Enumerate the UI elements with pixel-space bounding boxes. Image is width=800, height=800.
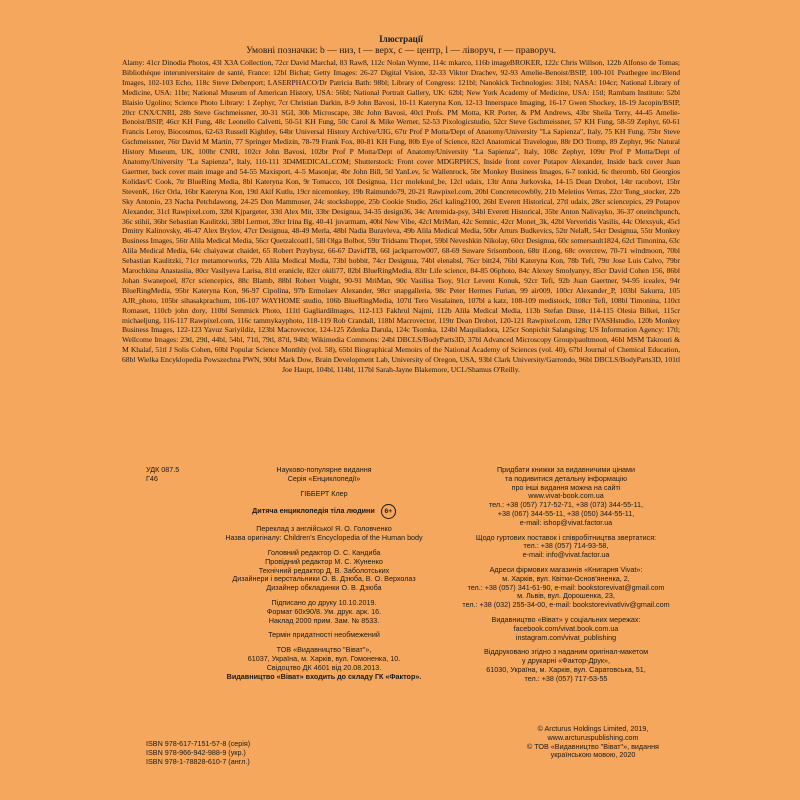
copyright-line: © Arcturus Holdings Limited, 2019, (537, 724, 649, 733)
social-link: facebook.com/vivat.book.com.ua (513, 623, 619, 633)
illustration-credits (122, 34, 680, 375)
buy-line: та подивитися детальну інформацію (505, 473, 627, 483)
isbn-line: ISBN 978-617-7151-57-8 (серія) (146, 739, 251, 748)
email-line: e-mail: ishop@vivat.factor.ua (519, 517, 613, 527)
udk-code: УДК 087.5 (146, 465, 180, 474)
copyright-block (498, 725, 688, 760)
staff-line: Провідний редактор М. С. Жуненко (265, 556, 383, 566)
isbn-line: ISBN 978-966-942-988-9 (укр.) (146, 747, 246, 757)
copyright-line: українською мовою, 2020 (550, 750, 636, 760)
publisher-group-line: Видавництво «Віват» входить до складу ГК «Фактор». (226, 671, 422, 681)
wholesale-line: Щодо гуртових поставок і співробітництва звертатися: (475, 532, 657, 542)
staff-line: Головний редактор О. С. Кандиба (267, 547, 381, 557)
staff-line: Технічний редактор Д. В. Заболотських (258, 565, 390, 575)
store-contact: тел.: +38 (057) 341-61-90, e-mail: bookstorevivat@gmail.com (467, 582, 665, 592)
copyright-line: © ТОВ «Видавництво "Віват"», видання (527, 741, 659, 751)
isbn-line: ISBN 978-1-78828-610-7 (англ.) (146, 756, 250, 766)
imprint-middle (219, 466, 429, 681)
buy-line: про інші видання можна на сайті (511, 482, 621, 492)
book-title-row (219, 504, 429, 519)
genre-line: Науково-популярне видання (276, 465, 372, 474)
age-rating-badge: 6+ (381, 504, 396, 519)
isbn-block (146, 740, 250, 766)
phone-line: +38 (067) 344-55-11, +38 (050) 344-55-11, (497, 508, 635, 518)
credits-legend: Умовні позначки: b — низ, t — верх, c — центр, l — ліворуч, r — праворуч. (246, 45, 556, 56)
credits-title: Ілюстрації (379, 34, 423, 44)
printed-line: 61030, Україна, м. Харків, вул. Саратовська, 51, (486, 664, 646, 674)
translator-line: Переклад з англійської Я. О. Головченко (256, 524, 392, 534)
wholesale-email: e-mail: info@vivat.factor.ua (522, 550, 610, 560)
imprint-right (452, 466, 680, 684)
publisher-line: Свідоцтво ДК 4601 від 20.08.2013. (266, 662, 382, 672)
staff-line: Дизайнери і верстальники О. В. Дзюба, В. О. Верхолаз (232, 574, 416, 584)
store-address: м. Львів, вул. Дорошенка, 23, (517, 591, 615, 601)
store-address: м. Харків, вул. Квітки-Основ'яненка, 2, (502, 573, 630, 583)
wholesale-phone: тел.: +38 (057) 714-93-58, (523, 541, 609, 551)
store-contact: тел.: +38 (032) 255-34-00, e-mail: bookstorevivatlviv@gmail.com (462, 600, 670, 610)
original-title-line: Назва оригіналу: Children's Encyclopedia of the Human body (225, 533, 423, 543)
publisher-line: ТОВ «Видавництво "Віват"», (276, 645, 372, 655)
author-name: ГІББЕРТ Клер (300, 488, 348, 498)
stores-heading: Адреси фірмових магазинів «Книгарня Vivat»: (489, 564, 643, 574)
series-line: Серія «Енциклопедії» (287, 473, 361, 483)
shelf-life-line: Термін придатності необмежений (268, 630, 380, 640)
buy-line: Придбати книжки за видавничими цінами (496, 465, 636, 474)
printed-line: тел.: +38 (057) 717-53-55 (524, 673, 608, 683)
website-line: www.vivat-book.com.ua (528, 491, 604, 501)
social-heading: Видавництво «Віват» у соціальних мережах: (491, 614, 641, 624)
bbk-code: Г46 (146, 473, 158, 483)
udk-block (146, 466, 179, 484)
printed-line: у друкарні «Фактор-Друк», (522, 656, 610, 666)
credits-body: Alamy: 41cr Dinodia Photos, 43l X3A Collection, 72cr David Marchal, 83 Raw8, 112c Nolan Wynne, 114c mkarco, 116b imageBROKER, 122c Chris Willson, 122b Alfonso de Tomas; Bibliothèque interuniversitaire de santé, France: 12bl Bichat; Getty Images: 26-27 Digital Vision, 32-33 Viktor Drachev, 92-93 Amelie-Benoist/BSIP, 100-101 Peathegee inc/Blend Images, 102-103 Echo, 118c Steve Debenport; LASERPHACO/Dr Patricia Bath: 98bl; Library of Congress: 121bl; Nanokick Technologies: 31bl; NASA: 104cr; National Library of Medicine, USA: 11br; National Museum of American History, USA: 56bl; National Portrait Gallery, UK: 62bl; New York Academy of Medicine, USA: 15tl; Rambam Institute: 52bl Blaisio Ugolino; Science Photo Library: 1 Zephyr, 7cr Christian Darkin, 8-9 John Bavosi, 10-11 Kateryna Kon, 12-13 Innerspace Imaging, 16-17 Gwen Shockey, 18-19 Jacopin/BSIP, 20cr CNX/CNRI, 28b Steve Gschmeissner, 30-31 SGI, 30b Microscape, 38c John Bavosi, 40cl Profs. PM Motta, KR Porter, & PM Andrews, 43br Sheila Terry, 44-45 Amelie-Benoist/BSIP, 46cr KH Fung, 48c Leonello Calvetti, 50-51 KH Fung, 50c Carol & Mike Werner, 52-53 Pixologicstudio, 52cr Steve Gschmeissner, 57 KH Fung, 58-59 Zephyr, 60-61 Francis Leroy, Biocosmos, 62-63 Russell Kightley, 64br Universal History Archive/UIG, 67tr Prof P Motta/Dept of Anatomy/University "La Sapienza", Italy, 75 KH Fung, 75br Steve Gschmeissner, 76tr David M Martin, 77 Springer Medizin, 78-79 Frank Fox, 80-81 KH Fung, 80b Eye of Science, 82cl Anatomical Travelogue, 88r DO Tromp, 89 Zephyr, 96c Natural History Museum, UK, 100br CNRI, 102cr John Bavosi, 102br Prof P Motta/Dept of Anatomy/University "La Sapienza", Italy, 108c Zephyr, 109tr Prof P Motta/Dept of Anatomy/University "La Sapienza", Italy, 110-111 3D4MEDICAL.COM; Shutterstock: Front cover MDGRPHCS, Inside front cover Potapov Alexander, Inside back cover Juan Gaertner, back cover main image and 54-55 Maxisport, 4–5 Masonjar, 4br John Bill, 5tl YanLev, 5c Wallenrock, 5br Monkey Business Images, 6-7 tonkid, 6c therornb, 6bl Georgios Kolidas/C Cook, 7tr BlueRing Media, 8bl Kateryna Kon, 9r Tomacco, 10l Designua, 11cr molekuul_be, 12cl udaix, 13tr Anna Jurkovska, 14-15 Dean Drobot, 14tr racobovt, 15br StevenK, 16cr Orla, 16br Kateryna Kon, 19tl Akif Kutlu, 19cr nicemonkey, 19b Raimundo79, 20-21 Rawpixel.com, 20bl Concretecowb0y, 21b Meletios Verras, 22cr Tong_stocker, 22b Sky Antonio, 23 Nacha Petchdawong, 24-25 Don Mammoser, 24c stockshoppe, 25b Cookie Studio, 26cl kaling2100, 26bl Everett Historical, 27tl udaix, 28cr sciencepics, 29 Potapov Alexander, 31cl Rawpixel.com, 32bl Kjpargeter, 33tl Alex Mit, 33br Designua, 34-35 design36, 34c Artemida-psy, 34bl Everett Historical, 35br Anton Nalivayko, 36-37 oneinchpunch, 36c stihii, 36br Sebastian Kaulitzki, 38bl Lermot, 39cr Irina Bg, 40-41 juvarmam, 40bl New Vibe, 42cl MriMan, 42c Semnic, 42cr Monet_3k, 42bl Ververidis Vasilis, 44c Olexsyuk, 45cl Dmitry Kalinovsky, 46-47 Alex Brylov, 47cr Designua, 48-49 Merla, 48bl Nadia Buravleva, 49b Alila Medical Media, 50br Arturs Budkevics, 52tr NelaR, 54cr Designua, 55tr Monkey Business Images, 56tr Alila Medical Media, 56cr Quetzalcoatl1, 58l Olga Bolbot, 59tr Tridsanu Thopet, 59bl Neveshkin Nikolay, 60cr Designua, 60c somersault1824, 62cl Timonina, 63c Alila Medical Media, 64c chaiyawat chaidet, 65 Robert Przybysz, 66-67 DavidTB, 66l jackparrow007, 68-69 Suware Srisomboon, 68tr iLong, 68c overcrew, 70-71 windmoon, 70bl Sebastian Kaulitzki, 71cr metamorworks, 72b Alila Medical Media, 73bl hobbit, 74cr Designua, 74bl elenabsl, 76cr bitt24, 76bl Kateryna Kon, 78b Tefi, 79tr Jose Luis Calvo, 79br Marochkina Anastasiia, 80cr Vasilyeva Larisa, 81tl eranicle, 82cr okili77, 82bl BlueRingMedia, 83tr Life science, 84-85 06photo, 84c Alexey Smolyanyy, 85cr David Cohen 156, 86bl Johan Swanepoel, 87cr sciencepics, 88c Blamb, 88bl Robert Voight, 90-91 MriMan, 90c Vasilisa Tsoy, 91cr Levent Konuk, 92cr Tefi, 92b Juan Gaertner, 94-95 icealex, 94r BlueRingMedia, 95br Kateryna Kon, 96-97 Cipolina, 97b Ermolaev Alexander, 98cr snapgalleria, 98c Peter Hermes Furian, 99 air009, 100cr Alexander_P, 103bl Sakurra, 105 AJR_photo, 105br sihasakprachum, 106-107 WAYHOME studio, 106b BlueRingMedia, 107tl Tero Vesalainen, 107bl a katz, 108-109 medistock, 108cr Tefi, 108bl Timonina, 110ct Romaset, 110cb john dory, 110bl Semmick Photo, 111tl Gagliardilmages, 112-113 Fakhrul Najmi, 112b Alila Medical Media, 113b Stefan Dinse, 114-115 Olesia Bilkei, 115cr michaeljung, 116-117 Rawpixel.com, 116c tammykayphoto, 118-119 Rob Crandall, 118bl Macrovector, 119tr Dean Drobot, 120-121 Rawpixel.com, 128cr IVASHstudio, 120b Monkey Business Images, 122-123 Yavuz Sariyildiz, 123bl Macrovector, 124-125 Zdenka Darula, 124c Tsomka, 124bl Maquiladora, 125cr Sonpichit Salangsing; US Information Agency: 17tl; Wellcome Images: 23tl, 29tl, 44bl, 54bl, 71tl, 79tl, 87tl, 94bl; Wikimedia Commons: 24bl DBCLS/BodyParts3D, 37bl Advanced Microscopy Group/paultmoon, 46bl MSM Takrouri & M Khalaf, 51tl J Solis Cohen, 60bl Popular Science Monthly (vol. 58), 65bl Biographical Memoirs of the National Academy of Sciences (vol. 40), 67bl Journal of Chemical Education, 68bl Wielka Encyklopedia Powszechna PWN, 90bl Mark Dow, Brain Development Lab, University of Oregon, USA, 93bl Clark University/Garrondo, 96bl DBCLS/BodyParts3D, 101tl Joe Haupt, 104bl, 114bl, 117bl Sarah-Jayne Blakemore, UCL/Shamus O'Reilly. (122, 58, 680, 375)
print-line: Наклад 2000 прим. Зам. № 8533. (268, 615, 380, 625)
print-line: Підписано до друку 10.10.2019. (271, 597, 377, 607)
book-title: Дитяча енциклопедія тіла людини (252, 506, 375, 516)
print-line: Формат 60х90/8. Ум. друк. арк. 16. (266, 606, 382, 616)
social-link: instagram.com/vivat_publishing (515, 632, 617, 642)
publisher-line: 61037, Україна, м. Харків, вул. Гомоненка, 10. (247, 653, 401, 663)
phone-line: тел.: +38 (057) 717-52-71, +38 (073) 344-55-11, (488, 500, 644, 510)
printed-line: Віддруковано згідно з наданим оригінал-макетом (483, 647, 649, 657)
staff-line: Дизайнер обкладинки О. В. Дзюба (266, 583, 382, 593)
copyright-line: www.arcturuspublishing.com (547, 732, 639, 742)
